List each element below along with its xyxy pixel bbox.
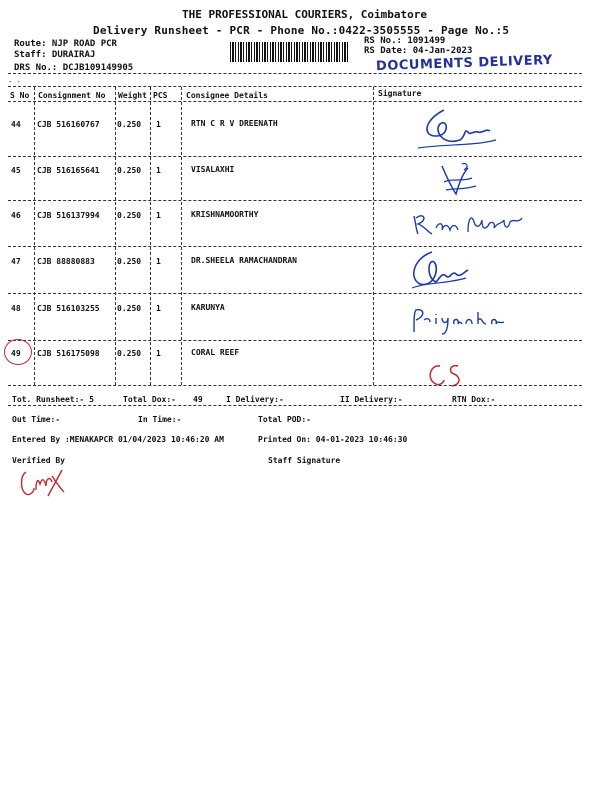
row-weight: 0.250 [117, 304, 142, 313]
row-consignment: CJB 516175098 [37, 349, 100, 358]
company-title: THE PROFESSIONAL COURIERS, Coimbatore [182, 8, 428, 21]
divider [8, 156, 582, 157]
row-consignee: CORAL REEF [191, 348, 240, 357]
divider [8, 101, 582, 102]
divider [8, 86, 582, 87]
documents-delivery-stamp: DOCUMENTS DELIVERY [375, 52, 554, 75]
signature-image [434, 160, 484, 202]
verifier-signature-image [16, 466, 68, 502]
row-pcs: 1 [156, 257, 161, 266]
drs-number: DRS No.: DCJB109149905 [14, 63, 134, 73]
row-consignee: VISALAXHI [191, 165, 235, 174]
tot-runsheet: Tot. Runsheet:- 5 [12, 395, 94, 404]
row-pcs: 1 [156, 304, 161, 313]
staff-signature-label: Staff Signature [268, 456, 341, 465]
total-dox-value: 49 [193, 395, 203, 404]
col-header-sno: S No [10, 91, 30, 100]
col-header-signature: Signature [378, 89, 422, 98]
row-consignee: KARUNYA [191, 303, 225, 312]
row-sno: 47 [11, 257, 21, 266]
dash-marker: - - [8, 78, 21, 86]
row-consignment: CJB 516137994 [37, 211, 100, 220]
col-header-pcs: PCS [153, 91, 168, 100]
entered-by: Entered By :MENAKAPCR 01/04/2023 10:46:20 AM [12, 435, 224, 444]
col-header-weight: Weight [118, 91, 147, 100]
divider [8, 200, 582, 201]
divider [8, 405, 582, 406]
printed-on: Printed On: 04-01-2023 10:46:30 [258, 435, 408, 444]
verified-by-label: Verified By [12, 456, 65, 465]
i-delivery-label: I Delivery:- [226, 395, 284, 404]
row-consignee: DR.SHEELA RAMACHANDRAN [191, 256, 297, 265]
row-weight: 0.250 [117, 257, 142, 266]
col-header-consignment: Consignment No [38, 91, 106, 100]
row-pcs: 1 [156, 120, 161, 129]
row-consignee: KRISHNAMOORTHY [191, 210, 259, 219]
out-time-label: Out Time:- [12, 415, 61, 424]
row-consignment: CJB 516103255 [37, 304, 100, 313]
divider [8, 293, 582, 294]
divider [8, 246, 582, 247]
row-sno: 49 [11, 349, 21, 358]
runsheet-subtitle: Delivery Runsheet - PCR - Phone No.:0422-3505555 - Page No.:5 [93, 24, 510, 37]
row-weight: 0.250 [117, 166, 142, 175]
row-consignee: RTN C R V DREENATH [191, 119, 278, 128]
total-dox-label: Total Dox:- [123, 395, 176, 404]
row-consignment: CJB 88880883 [37, 257, 95, 266]
signature-image [410, 208, 528, 238]
row-weight: 0.250 [117, 349, 142, 358]
row-sno: 48 [11, 304, 21, 313]
ii-delivery-label: II Delivery:- [340, 395, 403, 404]
rtn-dox-label: RTN Dox:- [452, 395, 496, 404]
signature-image [406, 248, 476, 294]
total-pod-label: Total POD:- [258, 415, 311, 424]
divider [8, 73, 582, 74]
route-label: Route: NJP ROAD PCR [14, 39, 117, 49]
in-time-label: In Time:- [138, 415, 182, 424]
signature-image [408, 304, 512, 336]
row-consignment: CJB 516160767 [37, 120, 100, 129]
row-weight: 0.250 [117, 211, 142, 220]
row-sno: 46 [11, 211, 21, 220]
row-consignment: CJB 516165641 [37, 166, 100, 175]
row-weight: 0.250 [117, 120, 142, 129]
rs-date: RS Date: 04-Jan-2023 [364, 46, 473, 56]
row-pcs: 1 [156, 349, 161, 358]
row-sno: 45 [11, 166, 21, 175]
barcode-image [230, 42, 350, 62]
divider [8, 340, 582, 341]
rs-number: RS No.: 1091499 [364, 36, 446, 46]
row-pcs: 1 [156, 166, 161, 175]
divider [8, 385, 582, 386]
row-sno: 44 [11, 120, 21, 129]
staff-label: Staff: DURAIRAJ [14, 50, 96, 60]
row-pcs: 1 [156, 211, 161, 220]
signature-image [414, 106, 504, 154]
col-header-consignee: Consignee Details [186, 91, 268, 100]
